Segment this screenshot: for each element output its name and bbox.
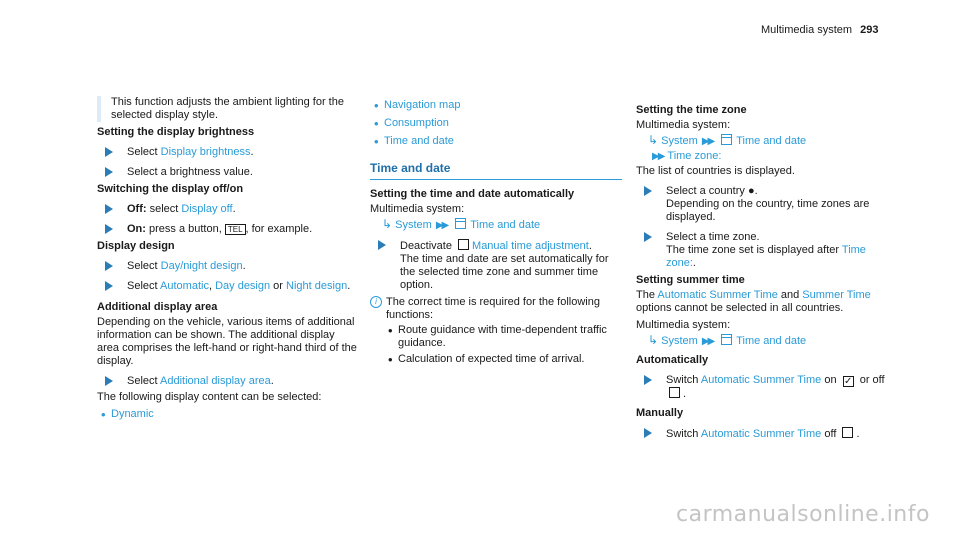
column-3 <box>636 96 888 444</box>
link-manual-time-adjustment[interactable]: Manual time adjustment <box>472 240 589 252</box>
list-item: • Consumption <box>374 116 449 131</box>
checkbox-checked-icon: ✓ <box>843 376 853 387</box>
section-title-time-date: Time and date <box>370 162 622 180</box>
multimedia-system-label: Multimedia system: <box>636 119 731 131</box>
link-system[interactable]: System <box>395 219 432 231</box>
heading-automatically: Automatically <box>636 354 709 366</box>
chevron-right-icon: ▶▶ <box>435 220 448 231</box>
list-item: • Time and date <box>374 134 454 149</box>
step-design-options: Select Automatic, Day design or Night design. <box>97 280 359 293</box>
step-select-country: Select a country ●. Depending on the country, time zones are displayed. <box>636 185 888 224</box>
link-time-date[interactable]: Time and date <box>470 219 541 231</box>
menu-path <box>636 334 888 348</box>
link-additional-display-area[interactable]: Additional display area <box>160 375 271 387</box>
link-time-date[interactable]: Time and date <box>736 135 807 147</box>
heading-display-design: Display design <box>97 240 175 252</box>
link-system[interactable]: System <box>661 135 698 147</box>
list-item: • Dynamic <box>101 407 154 422</box>
step-day-night: Select Day/night design. <box>97 260 359 273</box>
header-title: Multimedia system <box>761 24 853 36</box>
link-display-off[interactable]: Display off <box>181 203 233 215</box>
link-automatic-summer-time[interactable]: Automatic Summer Time <box>657 289 778 301</box>
arrow-icon <box>644 428 652 438</box>
step-auto-switch: Switch Automatic Summer Time on ✓ or off . <box>636 374 888 401</box>
chevron-right-icon: ▶▶ <box>701 136 714 147</box>
radio-dot-icon: ● <box>747 185 755 197</box>
following-text: The following display content can be selected: <box>97 391 322 403</box>
list-countries-text: The list of countries is displayed. <box>636 165 795 177</box>
step-deactivate: Deactivate Manual time adjustment. The time and date are set automatically for the selected time zone and summer time option. <box>370 239 622 292</box>
arrow-icon <box>105 261 113 271</box>
arrow-icon <box>105 167 113 177</box>
link-dynamic[interactable]: Dynamic <box>111 408 154 420</box>
link-system[interactable]: System <box>661 335 698 347</box>
link-display-brightness[interactable]: Display brightness <box>160 146 251 158</box>
column-1 <box>97 96 359 426</box>
menu-path <box>636 134 888 148</box>
heading-display-onoff: Switching the display off/on <box>97 183 244 195</box>
link-automatic-summer-time[interactable]: Automatic Summer Time <box>700 374 822 386</box>
checkbox-icon <box>669 387 680 398</box>
heading-additional-area: Additional display area <box>97 301 218 313</box>
arrow-icon <box>105 147 113 157</box>
link-automatic[interactable]: Automatic <box>160 280 209 292</box>
step-select-brightness: Select Display brightness. <box>97 146 359 159</box>
step-additional-area: Select Additional display area. <box>97 375 359 388</box>
step-manual-switch: Switch Automatic Summer Time off . <box>636 427 888 441</box>
additional-text: Depending on the vehicle, various items of additional information can be shown. The additional display area comprises the left-hand or right-hand third of the display. <box>97 316 357 367</box>
calendar-icon <box>721 134 732 145</box>
multimedia-system-label: Multimedia system: <box>370 203 465 215</box>
info-icon: i <box>370 296 382 308</box>
step-off: Off: select Display off. <box>97 203 359 216</box>
arrow-icon <box>644 232 652 242</box>
arrow-icon <box>644 375 652 385</box>
link-time-zone[interactable]: Time zone: <box>667 150 722 162</box>
link-night-design[interactable]: Night design <box>286 280 348 292</box>
link-time-date[interactable]: Time and date <box>736 335 807 347</box>
heading-manually: Manually <box>636 407 684 419</box>
arrow-icon <box>644 186 652 196</box>
chevron-right-icon: ▶▶ <box>701 336 714 347</box>
link-time-zone-2[interactable]: Time zone: <box>666 244 866 269</box>
intro-text: This function adjusts the ambient lighting for the selected display style. <box>97 96 359 122</box>
step-on: On: press a button, TEL , for example. <box>97 223 359 236</box>
menu-path-icon: ↳ <box>648 133 659 147</box>
link-day-design[interactable]: Day design <box>215 280 271 292</box>
heading-display-brightness: Setting the display brightness <box>97 126 255 138</box>
link-summer-time[interactable]: Summer Time <box>802 289 871 301</box>
heading-time-zone: Setting the time zone <box>636 104 747 116</box>
arrow-icon <box>105 281 113 291</box>
summer-text: The Automatic Summer Time and Summer Time options cannot be selected in all countries. <box>636 289 871 314</box>
link-time-and-date[interactable]: Time and date <box>384 135 454 147</box>
link-day-night-design[interactable]: Day/night design <box>160 260 243 272</box>
menu-path-icon: ↳ <box>382 217 393 231</box>
arrow-icon <box>105 204 113 214</box>
info-note: i The correct time is required for the following functions: • Route guidance with time-dependent traffic guidance. • Calculation of expected time of arrival. <box>370 296 622 366</box>
multimedia-system-label: Multimedia system: <box>636 319 731 331</box>
menu-path-icon: ↳ <box>648 333 659 347</box>
arrow-icon <box>105 224 113 234</box>
arrow-icon <box>378 240 386 250</box>
menu-path <box>370 218 622 232</box>
step-select-zone: Select a time zone. The time zone set is displayed after Time zone:. <box>636 231 888 270</box>
link-consumption[interactable]: Consumption <box>384 117 449 129</box>
chevron-right-icon: ▶▶ <box>652 151 664 162</box>
calendar-icon <box>455 218 466 229</box>
heading-summer-time: Setting summer time <box>636 274 745 286</box>
link-navigation-map[interactable]: Navigation map <box>384 99 461 111</box>
watermark: carmanualsonline.info <box>676 502 930 527</box>
link-automatic-summer-time[interactable]: Automatic Summer Time <box>700 428 822 440</box>
page-number: 293 <box>860 24 879 36</box>
arrow-icon <box>105 376 113 386</box>
step-brightness-value: Select a brightness value. <box>97 166 359 179</box>
calendar-icon <box>721 334 732 345</box>
checkbox-icon <box>842 427 853 438</box>
column-2 <box>370 96 622 370</box>
menu-path-zone <box>636 150 888 163</box>
tel-button-icon: TEL <box>225 224 246 235</box>
page-header <box>761 24 878 37</box>
list-item: • Calculation of expected time of arrival. <box>388 352 585 367</box>
list-item: • Route guidance with time-dependent traffic guidance. <box>388 323 607 349</box>
heading-auto-time: Setting the time and date automatically <box>370 188 575 200</box>
checkbox-icon <box>458 239 469 250</box>
list-item: • Navigation map <box>374 98 461 113</box>
